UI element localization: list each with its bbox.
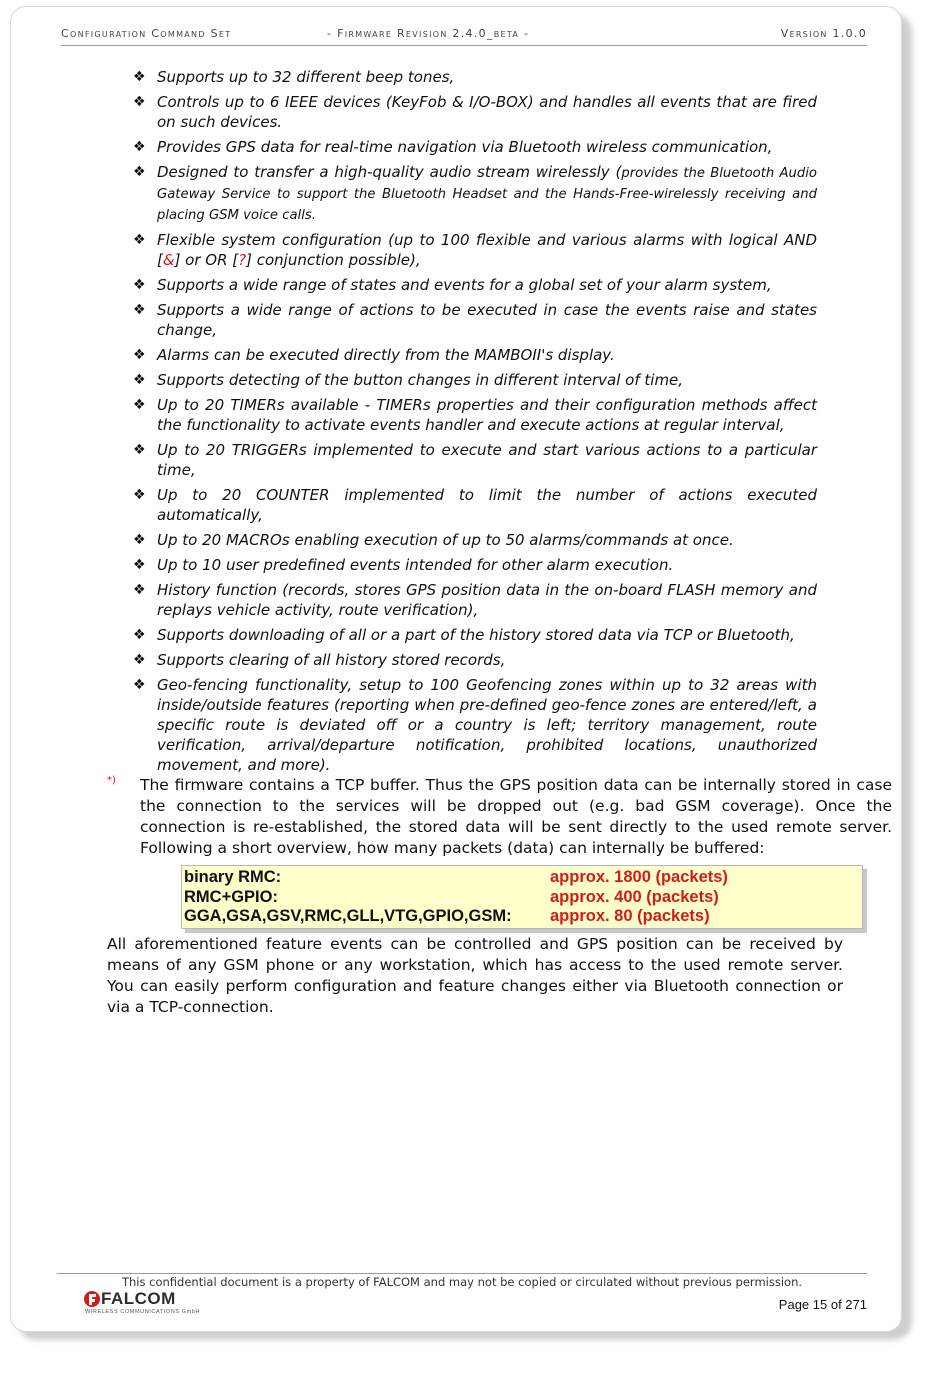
list-item: ❖ Supports downloading of all or a part of the history stored data via TCP or Bluetooth,	[133, 626, 795, 644]
list-item: ❖ Geo-fencing functionality, setup to 100 Geofencing zones within up to 32 areas with inside/outside features (reporting when pre-defined geo-fence zones are entered/left, a specific route is deviated off or a country is left; territory management, route verification, arrival/departure notification, prohibited locations, unauthorized movement, and more).	[133, 676, 817, 774]
falcom-logo-icon	[83, 1289, 101, 1309]
bullet-icon: ❖	[133, 347, 146, 363]
list-item: ❖ Up to 20 TIMERs available - TIMERs properties and their configuration methods affect the functionality to activate events handler and execute actions at regular interval,	[133, 396, 817, 434]
format-label: GGA,GSA,GSV,RMC,GLL,VTG,GPIO,GSM:	[184, 907, 512, 925]
bullet-icon: ❖	[133, 582, 146, 598]
list-item: ❖ Supports a wide range of states and events for a global set of your alarm system,	[133, 276, 772, 294]
bullet-icon: ❖	[133, 532, 146, 548]
bullet-icon: ❖	[133, 232, 146, 248]
bullet-icon: ❖	[133, 277, 146, 293]
bullet-icon: ❖	[133, 397, 146, 413]
buffer-capacity-table	[181, 865, 863, 929]
document-page	[10, 6, 902, 1332]
format-label: RMC+GPIO:	[184, 888, 278, 906]
list-item: ❖ Controls up to 6 IEEE devices (KeyFob & I/O-BOX) and handles all events that are fired on such devices.	[133, 93, 817, 131]
tcp-buffer-paragraph: The firmware contains a TCP buffer. Thus the GPS position data can be internally stored in case the connection to the services will be dropped out (e.g. bad GSM coverage). Once the connection is re-established, the stored data will be sent directly to the used remote server. Following a short overview, how many packets (data) can internally be buffered:	[140, 776, 892, 857]
falcom-logo	[83, 1289, 203, 1319]
list-item: ❖ Flexible system configuration (up to 100 flexible and various alarms with logical AND [&] or OR [?] conjunction possible),	[133, 231, 817, 269]
format-label: binary RMC:	[184, 868, 282, 886]
page-number: Page 15 of 271	[778, 1297, 867, 1312]
bullet-icon: ❖	[133, 677, 146, 693]
running-header	[61, 27, 867, 46]
bullet-icon: ❖	[133, 442, 146, 458]
bullet-icon: ❖	[133, 69, 146, 85]
list-item: ❖ Up to 20 MACROs enabling execution of up to 50 alarms/commands at once.	[133, 531, 734, 549]
and-operator: &	[162, 251, 175, 269]
header-center: - Firmware Revision 2.4.0_beta -	[327, 27, 530, 40]
table-row	[184, 887, 860, 907]
feature-list	[133, 67, 817, 780]
bullet-icon: ❖	[133, 487, 146, 503]
footnote-mark: *)	[107, 775, 116, 786]
bullet-icon: ❖	[133, 557, 146, 573]
summary-paragraph: All aforementioned feature events can be controlled and GPS position can be received by means of any GSM phone or any workstation, which has access to the used remote server. You can easily perform configuration and feature changes either via Bluetooth connection or via a TCP-connection.	[107, 935, 843, 1016]
capacity-value: approx. 400 (packets)	[550, 888, 719, 906]
capacity-value: approx. 80 (packets)	[550, 907, 710, 925]
list-item: ❖ Designed to transfer a high-quality audio stream wirelessly (provides the Bluetooth Audio Gateway Service to support the Bluetooth Headset and the Hands-Free-wirelessly receiving and placing GSM voice calls.	[133, 163, 817, 223]
or-operator: ?	[238, 251, 247, 269]
bullet-icon: ❖	[133, 94, 146, 110]
bullet-icon: ❖	[133, 139, 146, 155]
bullet-icon: ❖	[133, 627, 146, 643]
table-row	[184, 906, 860, 926]
list-item: ❖ Provides GPS data for real-time navigation via Bluetooth wireless communication,	[133, 138, 773, 156]
bullet-icon: ❖	[133, 164, 146, 180]
list-item: ❖ Supports detecting of the button changes in different interval of time,	[133, 371, 684, 389]
footer-divider	[57, 1273, 867, 1274]
list-item: ❖ Supports up to 32 different beep tones,	[133, 68, 455, 86]
list-item: ❖ Alarms can be executed directly from the MAMBOII's display.	[133, 346, 615, 364]
capacity-value: approx. 1800 (packets)	[550, 868, 728, 886]
logo-text: FALCOM	[101, 1289, 176, 1308]
bullet-icon: ❖	[133, 652, 146, 668]
table-row	[184, 867, 860, 887]
bullet-icon: ❖	[133, 372, 146, 388]
list-item: ❖ Up to 10 user predefined events intended for other alarm execution.	[133, 556, 674, 574]
list-item: ❖ Supports clearing of all history stored records,	[133, 651, 506, 669]
list-item: ❖ Supports a wide range of actions to be executed in case the events raise and states change,	[133, 301, 817, 339]
bullet-icon: ❖	[133, 302, 146, 318]
list-item: ❖ Up to 20 TRIGGERs implemented to execute and start various actions to a particular time,	[133, 441, 817, 479]
list-item: ❖ Up to 20 COUNTER implemented to limit the number of actions executed automatically,	[133, 486, 817, 524]
confidentiality-notice: This confidential document is a property of FALCOM and may not be copied or circulated without previous permission.	[121, 1275, 803, 1289]
logo-subtitle: WIRELESS COMMUNICATIONS GmbH	[85, 1309, 201, 1315]
header-right: Version 1.0.0	[780, 27, 867, 40]
header-left: Configuration Command Set	[61, 27, 232, 40]
list-item: ❖ History function (records, stores GPS position data in the on-board FLASH memory and replays vehicle activity, route verification),	[133, 581, 817, 619]
